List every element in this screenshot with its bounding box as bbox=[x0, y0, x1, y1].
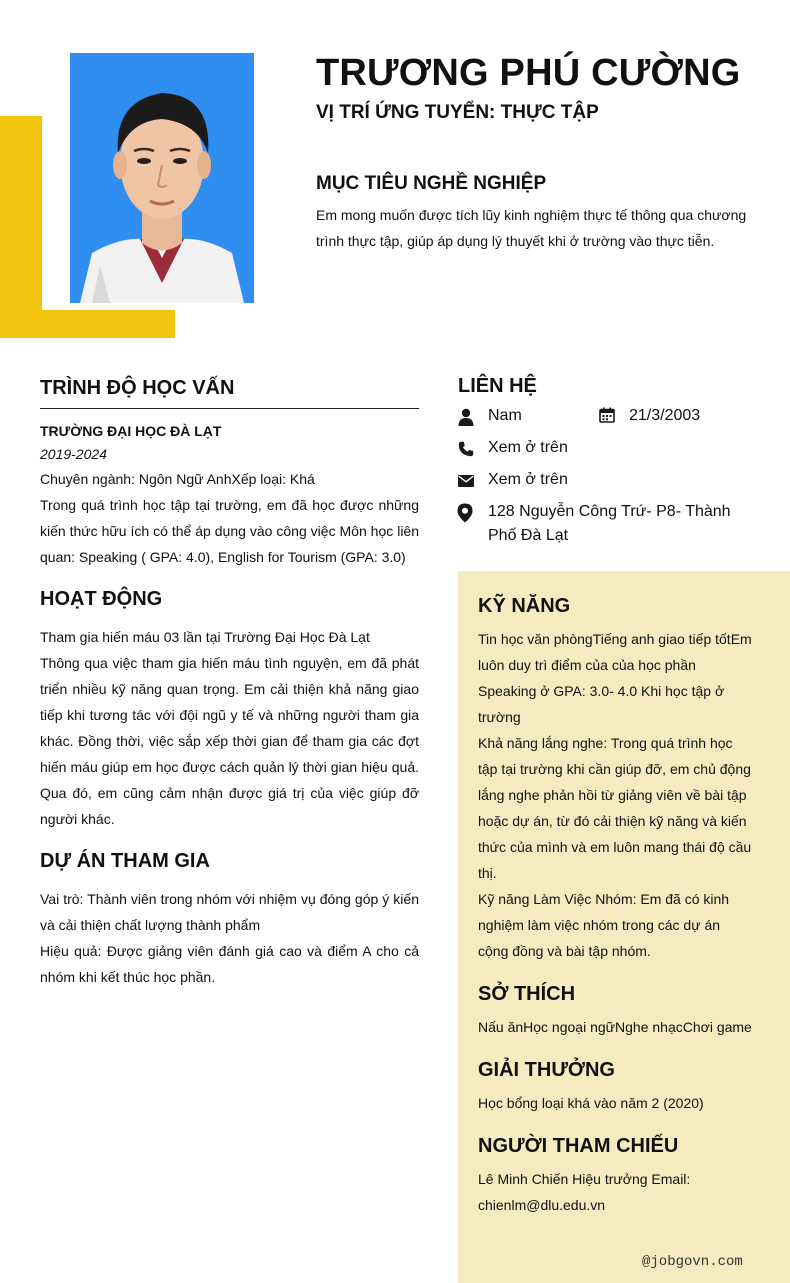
activity-description: Thông qua việc tham gia hiến máu tình nguyện, em đã phát triển nhiều kỹ năng quan trọng. Em cải thiện khả năng giao tiếp khi tương tác với đội ngũ y tế và những người tham gia khác. Đồng thời, việc sắp xếp thời gian để tham gia các đợt hiến máu giúp em học được cách quản lý thời gian hiệu quả. Qua đó, em cũng cảm nhận được giá trị của việc giúp đỡ người khác. bbox=[40, 655, 419, 827]
skill-item: Khả năng lắng nghe: Trong quá trình học tập tại trường khi cần giúp đỡ, em chủ động lắng nghe phản hồi từ giảng viên về bài tập hoặc dự án, từ đó cải thiện kỹ năng và kiến thức của mình và em luôn mang thái độ cầu thị. bbox=[478, 735, 752, 881]
contact-phone: Xem ở trên bbox=[488, 439, 568, 456]
phone-icon bbox=[457, 440, 475, 458]
references-text: Lê Minh Chiến Hiệu trưởng Email: chienlm@dlu.edu.vn bbox=[478, 1171, 691, 1213]
calendar-icon bbox=[598, 406, 616, 424]
education-description: Trong quá trình học tập tại trường, em đã học được những kiến thức hữu ích có thể áp dụng vào công việc Môn học liên quan: Speaking ( GPA: 4.0), English for Tourism (GPA: 3.0) bbox=[40, 497, 419, 565]
education-divider bbox=[40, 408, 419, 409]
projects-heading: DỰ ÁN THAM GIA bbox=[40, 850, 210, 872]
watermark: @jobgovn.com bbox=[642, 1254, 743, 1270]
activities-content bbox=[40, 624, 419, 832]
contact-address: 128 Nguyễn Công Trứ- P8- Thành Phố Đà Lạt bbox=[488, 503, 731, 544]
profile-photo bbox=[70, 53, 254, 303]
awards-heading: GIẢI THƯỞNG bbox=[478, 1059, 615, 1081]
mail-icon bbox=[457, 472, 475, 490]
hobbies-text: Nấu ănHọc ngoại ngữNghe nhạcChơi game bbox=[478, 1019, 752, 1035]
activities-heading: HOẠT ĐỘNG bbox=[40, 588, 163, 610]
skill-item: Kỹ năng Làm Việc Nhóm: Em đã có kinh nghiệm làm việc nhóm trong các dự án cộng đồng và bài tập nhóm. bbox=[478, 891, 730, 959]
education-heading: TRÌNH ĐỘ HỌC VẤN bbox=[40, 377, 235, 399]
contact-email: Xem ở trên bbox=[488, 471, 568, 488]
hobbies-heading: SỞ THÍCH bbox=[478, 983, 576, 1005]
location-pin-icon bbox=[456, 504, 474, 522]
education-years: 2019-2024 bbox=[40, 446, 107, 462]
accent-bar-horizontal bbox=[0, 310, 175, 338]
objective-heading: MỤC TIÊU NGHỀ NGHIỆP bbox=[316, 173, 547, 194]
projects-content bbox=[40, 886, 419, 990]
references-heading: NGƯỜI THAM CHIẾU bbox=[478, 1135, 679, 1157]
accent-bar-vertical bbox=[0, 116, 42, 338]
activity-line: Tham gia hiến máu 03 lần tại Trường Đại Học Đà Lạt bbox=[40, 629, 370, 645]
contact-heading: LIÊN HỆ bbox=[458, 375, 537, 397]
candidate-name: TRƯƠNG PHÚ CƯỜNG bbox=[316, 52, 741, 94]
objective-text: Em mong muốn được tích lũy kinh nghiệm thực tế thông qua chương trình thực tập, giúp áp dụng lý thuyết khi ở trường vào thực tiễn. bbox=[316, 207, 747, 249]
awards-text: Học bổng loại khá vào năm 2 (2020) bbox=[478, 1095, 704, 1111]
contact-gender: Nam bbox=[488, 407, 522, 424]
project-role: Vai trò: Thành viên trong nhóm với nhiệm vụ đóng góp ý kiến và cải thiện chất lượng thành phẩm bbox=[40, 891, 419, 933]
school-name: TRƯỜNG ĐẠI HỌC ĐÀ LẠT bbox=[40, 423, 222, 439]
skills-heading: KỸ NĂNG bbox=[478, 595, 571, 617]
project-result: Hiệu quả: Được giảng viên đánh giá cao và điểm A cho cả nhóm khi kết thúc học phần. bbox=[40, 943, 419, 985]
person-icon bbox=[457, 408, 475, 426]
contact-birthday: 21/3/2003 bbox=[629, 407, 701, 424]
applied-position: VỊ TRÍ ỨNG TUYỂN: THỰC TẬP bbox=[316, 102, 599, 123]
skill-item: Tin học văn phòngTiếng anh giao tiếp tốtEm luôn duy trì điểm của của học phần Speaking ở GPA: 3.0- 4.0 Khi học tập ở trường bbox=[478, 631, 752, 725]
education-major: Chuyên ngành: Ngôn Ngữ AnhXếp loại: Khá bbox=[40, 471, 315, 487]
skills-content bbox=[478, 626, 754, 964]
